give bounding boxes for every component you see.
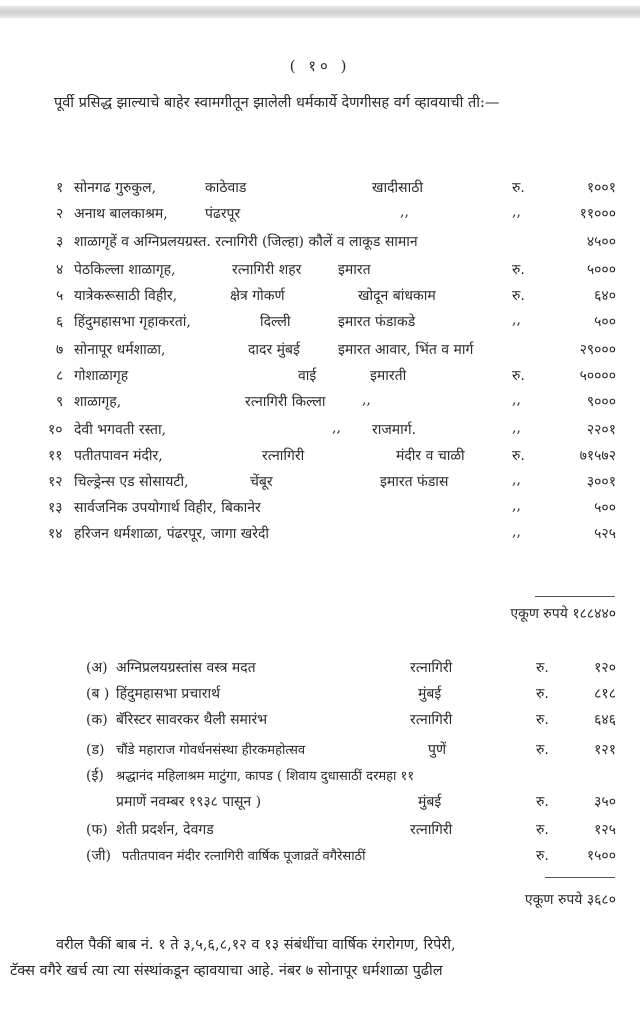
item-place: रत्नागिरी किल्ला	[245, 394, 326, 410]
list-item	[0, 232, 640, 256]
item-name: हरिजन धर्मशाळा, पंढरपूर, जागा खरेदी	[74, 526, 270, 542]
list-item	[0, 846, 640, 870]
item-name: पतीतपावन मंदीर,	[74, 448, 163, 464]
item-name: यात्रेकरूसाठी विहीर,	[74, 288, 178, 304]
item-purpose: खोदून बांधकाम	[358, 288, 436, 304]
item-purpose: इमारत	[338, 262, 371, 278]
item-amount: ५००	[594, 500, 616, 516]
item-name-continued: प्रमाणें नवम्बर १९३८ पासून )	[116, 794, 262, 810]
list-item	[0, 498, 640, 522]
item-name: शेती प्रदर्शन, देवगड	[116, 822, 214, 838]
item-currency: ,,	[512, 312, 521, 328]
item-place: रत्नागिरी	[410, 712, 453, 728]
item-amount: ५०००	[586, 262, 616, 278]
item-label: (ई)	[86, 768, 104, 784]
item-name: शाळागृहें व अग्निप्रलयग्रस्त. रत्नागिरी (जिल्हा) कौलें व लाकूड सामान	[74, 234, 418, 250]
item-currency: रु.	[512, 180, 525, 196]
item-currency: ,,	[512, 392, 521, 408]
item-place: मुंबई	[418, 686, 442, 702]
item-number: १४	[48, 526, 63, 542]
total-divider	[545, 877, 615, 878]
item-amount: २२०१	[586, 422, 616, 438]
item-purpose: इमारत फंडाकडे	[338, 314, 416, 330]
total-amount-2: एकूण रुपये ३६८०	[524, 892, 616, 908]
list-item	[0, 260, 640, 284]
item-number: १३	[48, 500, 63, 516]
item-label: (ड)	[86, 742, 105, 758]
item-name: चौंडे महाराज गोवर्धनसंस्था हीरकमहोत्सव	[116, 743, 306, 758]
list-item	[0, 820, 640, 844]
item-place: वाई	[298, 368, 317, 384]
item-currency: ,,	[512, 498, 521, 514]
item-number: ७	[56, 342, 64, 358]
item-place: चेंबूर	[250, 474, 273, 490]
item-purpose: राजमार्ग.	[372, 422, 417, 438]
list-item	[0, 766, 640, 790]
item-place: रत्नागिरी	[410, 660, 453, 676]
item-name: सार्वजनिक उपयोगार्थ विहीर, बिकानेर	[74, 500, 261, 516]
footer-paragraph	[0, 932, 620, 984]
item-name: शाळागृह,	[74, 394, 122, 410]
item-name: हिंदुमहासभा गृहाकरतां,	[74, 314, 191, 330]
item-currency: रु.	[512, 368, 525, 384]
item-number: ११	[48, 448, 63, 464]
item-purpose: मंदीर व चाळी	[396, 448, 465, 464]
item-name: अग्निप्रलयग्रस्तांस वस्त्र मदत	[116, 660, 256, 676]
item-amount: १००१	[586, 180, 616, 196]
top-bar	[0, 0, 640, 22]
item-amount: ६४०	[594, 288, 616, 304]
item-label: (फ)	[86, 822, 108, 838]
item-place: मुंबई	[418, 794, 442, 810]
total-amount-1: एकूण रुपये १८८४४०	[510, 606, 616, 622]
item-name: अनाथ बालकाश्रम,	[74, 206, 168, 222]
list-item	[0, 392, 640, 416]
item-number: ४	[56, 262, 64, 278]
item-place: पुणें	[428, 742, 447, 758]
item-number: २	[56, 206, 64, 222]
list-item	[0, 366, 640, 390]
item-amount: २९०००	[579, 342, 616, 358]
item-amount: १२०	[594, 660, 616, 676]
item-currency: रु.	[512, 262, 525, 278]
item-currency: ,,	[512, 204, 521, 220]
item-amount: १५००	[586, 848, 616, 864]
item-label: (जी)	[86, 848, 111, 864]
item-amount: ४५००	[586, 234, 616, 250]
top-bar-band	[0, 6, 640, 18]
item-currency: रु.	[536, 686, 549, 702]
list-item	[0, 472, 640, 496]
item-amount: ११०००	[579, 206, 616, 222]
item-number: ९	[56, 394, 64, 410]
item-place: क्षेत्र गोकर्ण	[230, 288, 285, 304]
item-place: पंढरपूर	[205, 206, 241, 222]
item-currency: ,,	[512, 420, 521, 436]
item-name: सोनगढ गुरुकुल,	[74, 180, 157, 196]
item-purpose: इमारती	[370, 368, 407, 384]
item-place: दिल्ली	[260, 314, 291, 330]
item-currency: रु.	[512, 288, 525, 304]
item-currency: रु.	[536, 848, 549, 864]
item-place: रत्नागिरी शहर	[232, 262, 302, 278]
intro-paragraph: पूर्वी प्रसिद्ध झाल्याचे बाहेर स्वामगीतून झालेली धर्मकार्ये देणगीसह वर्ग व्हावयाची ती:—	[54, 95, 500, 111]
item-amount: ७१५७२	[579, 448, 616, 464]
item-amount: ५००	[594, 314, 616, 330]
item-name: पतीतपावन मंदीर रत्नागिरी वार्षिक पूजाव्रतें वगैरेसाठीं	[122, 849, 366, 864]
item-name: हिंदुमहासभा प्रचारार्थ	[116, 686, 221, 702]
item-purpose: इमारत आवार, भिंत व मार्ग	[338, 342, 474, 358]
list-item	[0, 524, 640, 548]
item-number: ५	[56, 288, 64, 304]
item-name: पेठकिल्ला शाळागृह,	[74, 262, 176, 278]
item-currency: रु.	[536, 660, 549, 676]
item-currency: ,,	[512, 472, 521, 488]
item-name: सोनापूर धर्मशाळा,	[74, 342, 166, 358]
page-number: ( १० )	[289, 57, 351, 75]
item-currency: रु.	[536, 742, 549, 758]
item-amount: ५००००	[579, 368, 616, 384]
item-amount: ६४६	[594, 712, 616, 728]
list-item	[0, 420, 640, 444]
item-purpose: इमारत फंडास	[380, 474, 449, 490]
item-currency: रु.	[536, 822, 549, 838]
list-item	[0, 286, 640, 310]
list-item	[0, 178, 640, 202]
total-divider	[535, 596, 615, 597]
list-item-continued	[0, 792, 640, 816]
item-amount: ८१८	[594, 686, 616, 702]
item-place: रत्नागिरी	[410, 822, 453, 838]
list-item	[0, 312, 640, 336]
item-currency: ,,	[512, 524, 521, 540]
list-item	[0, 684, 640, 708]
item-name: बॅरिस्टर सावरकर थैली समारंभ	[116, 712, 268, 728]
item-label: (अ)	[86, 660, 108, 676]
item-place: काठेवाड	[205, 180, 247, 196]
item-number: ६	[56, 314, 64, 330]
list-item	[0, 204, 640, 228]
item-amount: १२५	[594, 822, 616, 838]
item-amount: ९०००	[586, 394, 616, 410]
item-name: देवी भगवती रस्ता,	[74, 422, 167, 438]
item-name: चिल्ड्रेन्स एड सोसायटी,	[74, 474, 189, 490]
list-item	[0, 740, 640, 764]
item-number: ३	[56, 234, 64, 250]
item-purpose: ,,	[362, 392, 371, 408]
item-currency: रु.	[512, 448, 525, 464]
list-item	[0, 710, 640, 734]
item-place: रत्नागिरी	[262, 448, 305, 464]
item-currency: रु.	[536, 794, 549, 810]
item-place: ,,	[332, 420, 341, 436]
item-name: श्रद्धानंद महिलाश्रम माटुंगा, कापड ( शिवाय दुधासाठीं दरमहा ११	[116, 769, 415, 784]
item-amount: ३००१	[586, 474, 616, 490]
item-amount: ३५०	[594, 794, 616, 810]
item-name: गोशाळागृह	[74, 368, 129, 384]
item-amount: १२१	[594, 742, 616, 758]
item-place: दादर मुंबई	[248, 342, 300, 358]
list-item	[0, 340, 640, 364]
item-purpose: खादीसाठी	[372, 180, 423, 196]
item-number: १०	[48, 422, 63, 438]
item-amount: ५२५	[594, 526, 616, 542]
item-purpose: ,,	[400, 204, 409, 220]
footer-line-2: टॅक्स वगैरे खर्च त्या त्या संस्थांकडून व्हावयाचा आहे. नंबर ७ सोनापूर धर्मशाळा पुढील	[10, 963, 443, 979]
item-label: (क)	[86, 712, 108, 728]
item-currency: रु.	[536, 712, 549, 728]
item-label: (ब )	[86, 686, 110, 702]
item-number: १२	[48, 474, 63, 490]
footer-line-1: वरील पैकीं बाब नं. १ ते ३,५,६,८,१२ व १३ संबंधींचा वार्षिक रंगरोगण, रिपेरी,	[56, 937, 456, 953]
list-item	[0, 658, 640, 682]
list-item	[0, 446, 640, 470]
item-number: ८	[56, 368, 64, 384]
item-number: १	[56, 180, 64, 196]
